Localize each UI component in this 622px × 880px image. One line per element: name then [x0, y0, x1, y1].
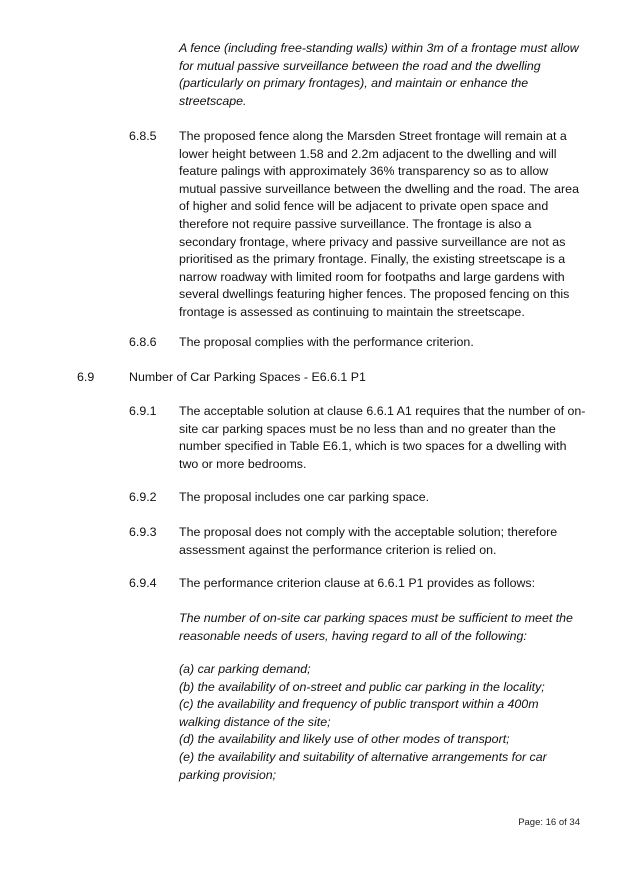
paragraph-line: secondary frontage, where privacy and passive surveillance are not as	[179, 234, 566, 249]
paragraph-6-8-6	[179, 334, 474, 352]
paragraph-line: several dwellings featuring higher fences. The proposed fencing on this	[179, 287, 570, 302]
list-item: (d) the availability and likely use of other modes of transport;	[179, 732, 510, 747]
paragraph-number: 6.9.4	[129, 576, 157, 590]
quote-criteria-list	[179, 661, 547, 784]
paragraph-6-9-4	[179, 575, 535, 593]
quote-line: (particularly on primary frontages), and maintain or enhance the	[179, 76, 529, 91]
quote-line: The number of on-site car parking spaces must be sufficient to meet the	[179, 611, 573, 625]
paragraph-line: The proposal includes one car parking space.	[179, 490, 430, 504]
paragraph-line: two or more bedrooms.	[179, 456, 307, 471]
paragraph-line: The proposal complies with the performance criterion.	[179, 335, 474, 349]
paragraph-6-9-3	[179, 524, 557, 559]
paragraph-line: of higher and solid fence will be adjacent to private open space and	[179, 199, 549, 214]
paragraph-line: feature palings with approximately 36% transparency so as to allow	[179, 164, 549, 179]
paragraph-line: assessment against the performance criterion is relied on.	[179, 542, 497, 557]
section-title: Number of Car Parking Spaces - E6.6.1 P1	[129, 370, 366, 384]
list-item: walking distance of the site;	[179, 714, 331, 729]
quote-fence-standard	[179, 40, 579, 110]
quote-line: for mutual passive surveillance between the road and the dwelling	[179, 58, 541, 73]
quote-performance-criterion	[179, 610, 573, 645]
list-item: (c) the availability and frequency of public transport within a 400m	[179, 697, 539, 712]
paragraph-line: The performance criterion clause at 6.6.1 P1 provides as follows:	[179, 576, 536, 590]
paragraph-line: therefore not require passive surveillance. The frontage is also a	[179, 216, 532, 231]
paragraph-line: narrow roadway with limited room for footpaths and large gardens with	[179, 269, 565, 284]
list-item: (a) car parking demand;	[179, 662, 311, 676]
list-item: (b) the availability of on-street and public car parking in the locality;	[179, 679, 545, 694]
paragraph-line: The proposed fence along the Marsden Street frontage will remain at a	[179, 129, 567, 143]
section-number: 6.9	[77, 370, 95, 384]
paragraph-line: lower height between 1.58 and 2.2m adjacent to the dwelling and will	[179, 146, 557, 161]
quote-line: streetscape.	[179, 93, 247, 108]
paragraph-6-9-1	[179, 403, 585, 473]
page-number-footer: Page: 16 of 34	[518, 817, 580, 828]
paragraph-6-9-2	[179, 489, 429, 507]
paragraph-number: 6.9.3	[129, 525, 157, 539]
paragraph-number: 6.9.2	[129, 490, 157, 504]
paragraph-line: number specified in Table E6.1, which is two spaces for a dwelling with	[179, 439, 567, 454]
paragraph-number: 6.8.5	[129, 129, 157, 143]
paragraph-line: mutual passive surveillance between the dwelling and the road. The area	[179, 181, 579, 196]
paragraph-line: The proposal does not comply with the acceptable solution; therefore	[179, 525, 558, 539]
paragraph-number: 6.8.6	[129, 335, 157, 349]
paragraph-line: prioritised as the primary frontage. Finally, the existing streetscape is a	[179, 252, 566, 267]
list-item: (e) the availability and suitability of alternative arrangements for car	[179, 749, 547, 764]
quote-line: A fence (including free-standing walls) within 3m of a frontage must allow	[179, 41, 579, 55]
paragraph-number: 6.9.1	[129, 404, 157, 418]
paragraph-line: site car parking spaces must be no less than and no greater than the	[179, 421, 556, 436]
quote-line: reasonable needs of users, having regard to all of the following:	[179, 628, 527, 643]
paragraph-line: frontage is assessed as continuing to maintain the streetscape.	[179, 304, 525, 319]
paragraph-6-8-5	[179, 128, 579, 322]
list-item: parking provision;	[179, 767, 277, 782]
paragraph-line: The acceptable solution at clause 6.6.1 A1 requires that the number of on-	[179, 404, 586, 418]
